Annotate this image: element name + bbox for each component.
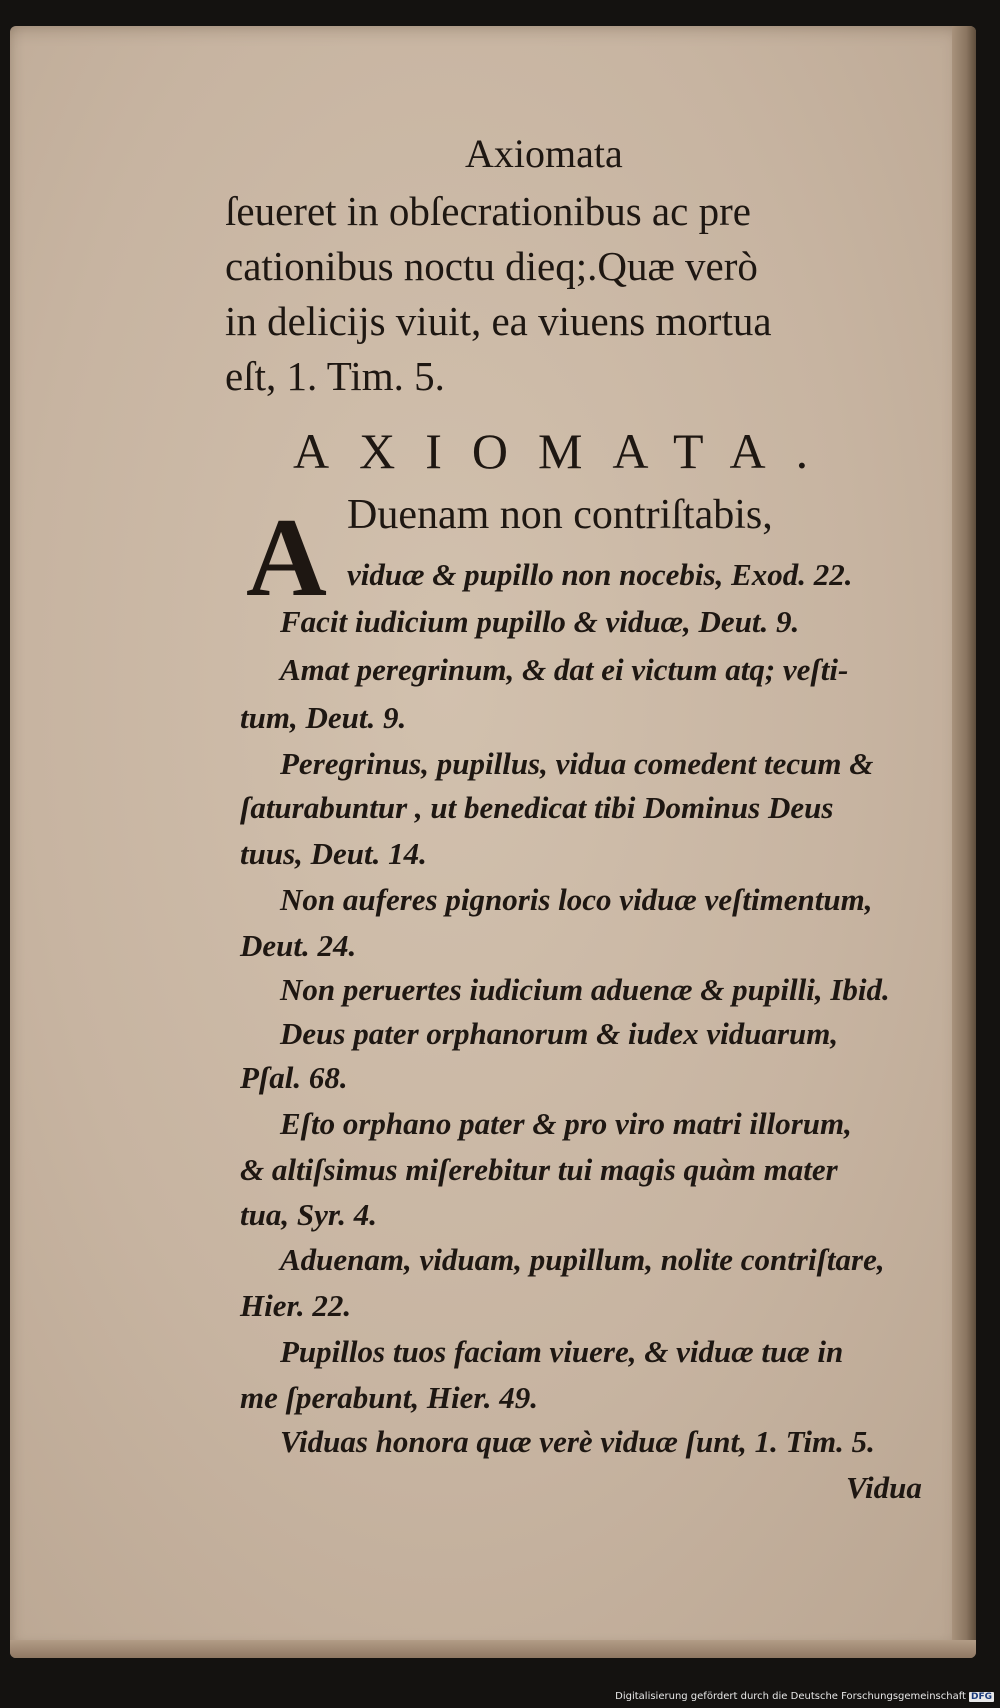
- text-line: Non auferes pignoris loco viduæ veſtimentum,: [280, 882, 873, 917]
- running-head: Axiomata: [465, 131, 623, 176]
- text-line: in delicijs viuit, ea viuens mortua: [225, 298, 772, 344]
- text-line: Eſto orphano pater & pro viro matri illorum,: [280, 1106, 852, 1141]
- text-line: Viduas honora quæ verè viduæ ſunt, 1. Tim. 5.: [280, 1424, 875, 1459]
- text-line: tum, Deut. 9.: [240, 700, 407, 735]
- text-line: Facit iudicium pupillo & viduæ, Deut. 9.: [280, 604, 800, 639]
- text-line: Pſal. 68.: [240, 1060, 348, 1095]
- text-line: viduæ & pupillo non nocebis, Exod. 22.: [347, 557, 853, 592]
- text-line: ſaturabuntur , ut benedicat tibi Dominus Deus: [240, 790, 834, 825]
- text-line: & altiſsimus miſerebitur tui magis quàm mater: [240, 1152, 838, 1187]
- text-line: Aduenam, viduam, pupillum, nolite contriſtare,: [280, 1242, 885, 1277]
- book-page: [10, 26, 976, 1658]
- text-line: Deut. 24.: [240, 928, 357, 963]
- text-line: Peregrinus, pupillus, vidua comedent tecum &: [280, 746, 874, 781]
- text-line: ſeueret in obſecrationibus ac pre: [225, 188, 751, 234]
- text-line: cationibus noctu dieq;.Quæ verò: [225, 243, 758, 289]
- text-line: Non peruertes iudicium aduenæ & pupilli, Ibid.: [280, 972, 890, 1007]
- first-line: Duenam non contriſtabis,: [347, 492, 773, 538]
- text-line: Hier. 22.: [240, 1288, 352, 1323]
- page-edge: [952, 26, 976, 1658]
- digitization-credit: [615, 1691, 994, 1702]
- drop-cap: A: [246, 496, 327, 620]
- dfg-logo: DFG: [970, 1691, 992, 1702]
- text-line: Deus pater orphanorum & iudex viduarum,: [280, 1016, 839, 1051]
- text-line: tuus, Deut. 14.: [240, 836, 427, 871]
- text-line: eſt, 1. Tim. 5.: [225, 353, 445, 399]
- text-line: Amat peregrinum, & dat ei victum atq; veſti-: [280, 652, 849, 687]
- page-bottom-edge: [10, 1640, 976, 1658]
- text-line: Pupillos tuos faciam viuere, & viduæ tuæ in: [280, 1334, 844, 1369]
- text-line: me ſperabunt, Hier. 49.: [240, 1380, 538, 1415]
- catchword: Vidua: [846, 1470, 922, 1505]
- text-line: tua, Syr. 4.: [240, 1197, 377, 1232]
- section-heading: AXIOMATA.: [293, 423, 839, 479]
- credit-text: Digitalisierung gefördert durch die Deutsche Forschungsgemeinschaft: [615, 1691, 966, 1702]
